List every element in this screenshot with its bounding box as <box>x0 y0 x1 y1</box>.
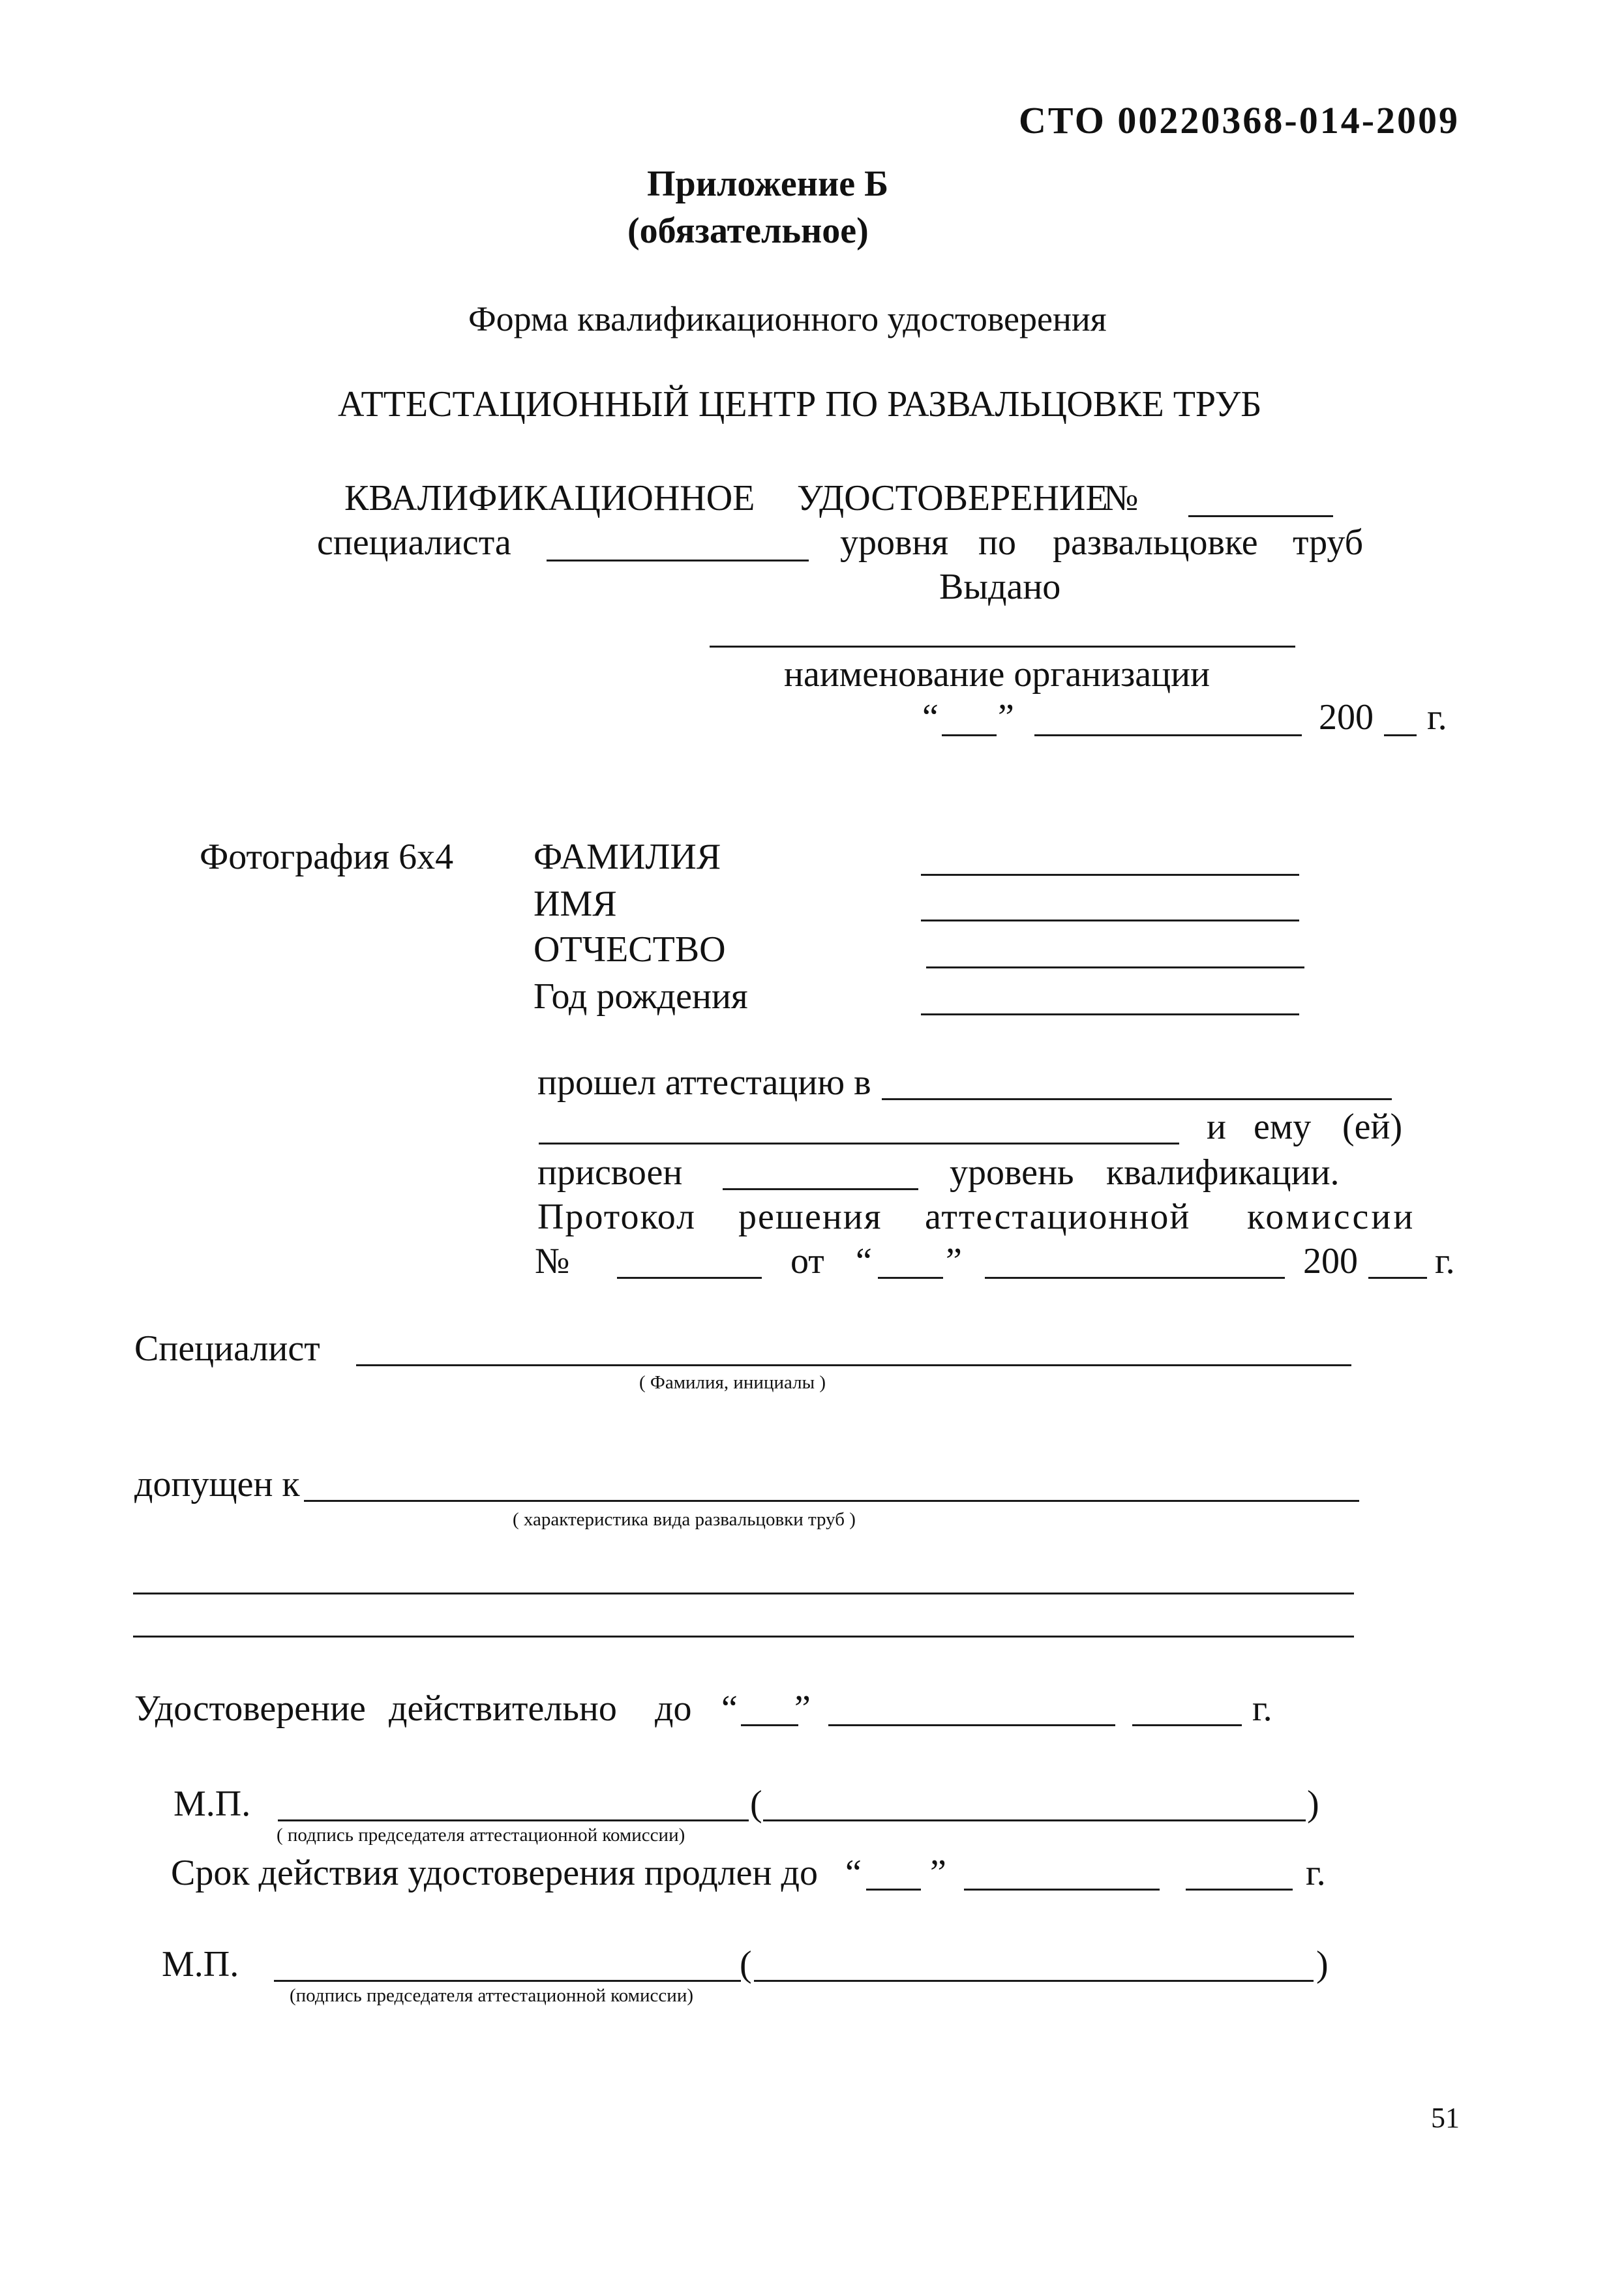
paren-close-1: ) <box>1307 1784 1319 1824</box>
extended-year-field[interactable] <box>1186 1889 1293 1891</box>
certificate-number-sign: № <box>1104 478 1139 518</box>
protocol-day-field[interactable] <box>878 1277 943 1279</box>
protocol-from: от <box>790 1241 824 1281</box>
admitted-field-2[interactable] <box>133 1593 1354 1594</box>
valid-month-field[interactable] <box>828 1724 1115 1726</box>
attestation-center-field[interactable] <box>882 1098 1392 1100</box>
birth-year-field[interactable] <box>921 1013 1299 1015</box>
level-word-4: труб <box>1293 522 1364 563</box>
appendix-title: Приложение Б <box>647 164 889 204</box>
surname-label: ФАМИЛИЯ <box>534 837 721 877</box>
name-field[interactable] <box>921 920 1299 921</box>
valid-year-field[interactable] <box>1132 1724 1242 1726</box>
organization-field[interactable] <box>710 646 1295 648</box>
valid-quote-open: “ <box>721 1688 738 1729</box>
admitted-label: допущен к <box>134 1464 300 1504</box>
extended-day-field[interactable] <box>866 1889 921 1891</box>
chairman-name-field-2[interactable] <box>754 1980 1314 1982</box>
protocol-number-sign: № <box>535 1241 570 1281</box>
specialist-label: Специалист <box>134 1328 320 1369</box>
paren-close-2: ) <box>1316 1944 1329 1984</box>
him-word: ему <box>1254 1107 1312 1147</box>
valid-day-field[interactable] <box>741 1724 798 1726</box>
paren-open-2: ( <box>740 1944 752 1984</box>
organization-caption: наименование организации <box>784 654 1210 695</box>
commission-word: аттестационной <box>925 1197 1191 1237</box>
center-name: АТТЕСТАЦИОННЫЙ ЦЕНТР ПО РАЗВАЛЬЦОВКЕ ТРУБ <box>338 384 1262 425</box>
form-title: Форма квалификационного удостоверения <box>468 299 1107 338</box>
valid-year-suffix: г. <box>1252 1688 1272 1729</box>
name-label: ИМЯ <box>534 884 617 924</box>
admitted-caption: ( характеристика вида развальцовки труб ) <box>513 1509 856 1530</box>
protocol-word: Протокол <box>537 1197 697 1237</box>
appendix-subtitle: (обязательное) <box>627 211 869 251</box>
page-number: 51 <box>1431 2102 1460 2134</box>
issue-year-field[interactable] <box>1384 734 1417 736</box>
stamp-label-1: М.П. <box>173 1784 251 1824</box>
protocol-quote-close: ” <box>946 1241 962 1281</box>
extended-year-suffix: г. <box>1306 1853 1326 1893</box>
assigned-label: присвоен <box>537 1152 683 1193</box>
admitted-field-3[interactable] <box>133 1636 1354 1638</box>
level-word-3: развальцовке <box>1053 522 1258 563</box>
specialist-name-field[interactable] <box>356 1364 1351 1366</box>
her-word: (ей) <box>1342 1107 1403 1147</box>
qualification-level-field[interactable] <box>723 1188 918 1190</box>
certificate-number-field[interactable] <box>1188 515 1333 517</box>
extended-quote-open: “ <box>845 1853 862 1893</box>
document-code: СТО 00220368-014-2009 <box>1019 99 1460 142</box>
specialist-word: специалиста <box>317 522 511 563</box>
chairman-caption-2: (подпись председателя аттестационной комиссии) <box>290 1985 693 2006</box>
issue-quote-close: ” <box>998 697 1014 738</box>
protocol-number-field[interactable] <box>617 1277 762 1279</box>
valid-word-1: Удостоверение <box>134 1688 366 1729</box>
issue-year-suffix: г. <box>1427 697 1447 738</box>
attestation-center-field-2[interactable] <box>539 1143 1179 1144</box>
valid-word-3: до <box>655 1688 692 1729</box>
issued-label: Выдано <box>939 567 1061 607</box>
issue-year-prefix: 200 <box>1319 697 1374 738</box>
and-word: и <box>1207 1107 1226 1147</box>
patronymic-label: ОТЧЕСТВО <box>534 929 726 970</box>
protocol-year-suffix: г. <box>1435 1241 1455 1281</box>
paren-open-1: ( <box>750 1784 762 1824</box>
qualification-word: квалификации. <box>1106 1152 1340 1193</box>
patronymic-field[interactable] <box>926 966 1304 968</box>
chairman-name-field-1[interactable] <box>763 1819 1306 1821</box>
chairman-signature-field-1[interactable] <box>278 1819 749 1821</box>
certificate-title: КВАЛИФИКАЦИОННОЕ <box>344 478 755 518</box>
level-word-1: уровня <box>840 522 949 563</box>
level-word: уровень <box>950 1152 1074 1193</box>
issue-quote-open: “ <box>922 697 939 738</box>
admitted-field[interactable] <box>304 1500 1359 1502</box>
decision-word: решения <box>738 1197 882 1237</box>
protocol-year-prefix: 200 <box>1303 1241 1358 1281</box>
valid-quote-close: ” <box>794 1688 811 1729</box>
protocol-quote-open: “ <box>856 1241 872 1281</box>
specialist-level-field[interactable] <box>547 560 809 561</box>
photo-label: Фотография 6х4 <box>200 837 454 877</box>
stamp-label-2: М.П. <box>162 1944 239 1984</box>
birth-year-label: Год рождения <box>534 976 748 1017</box>
certificate-title-2: УДОСТОВЕРЕНИЕ <box>797 478 1108 518</box>
level-word-2: по <box>978 522 1016 563</box>
chairman-signature-field-2[interactable] <box>274 1980 741 1982</box>
issue-day-field[interactable] <box>942 734 997 736</box>
issue-month-field[interactable] <box>1034 734 1302 736</box>
commission-word-2: комиссии <box>1247 1197 1416 1237</box>
specialist-caption: ( Фамилия, инициалы ) <box>639 1372 826 1393</box>
surname-field[interactable] <box>921 874 1299 876</box>
chairman-caption-1: ( подпись председателя аттестационной комиссии) <box>277 1825 685 1846</box>
extended-month-field[interactable] <box>964 1889 1160 1891</box>
extended-quote-close: ” <box>930 1853 946 1893</box>
protocol-month-field[interactable] <box>985 1277 1285 1279</box>
passed-attestation-label: прошел аттестацию в <box>537 1062 871 1103</box>
extended-text: Срок действия удостоверения продлен до <box>171 1853 818 1893</box>
protocol-year-field[interactable] <box>1368 1277 1427 1279</box>
valid-word-2: действительно <box>389 1688 617 1729</box>
